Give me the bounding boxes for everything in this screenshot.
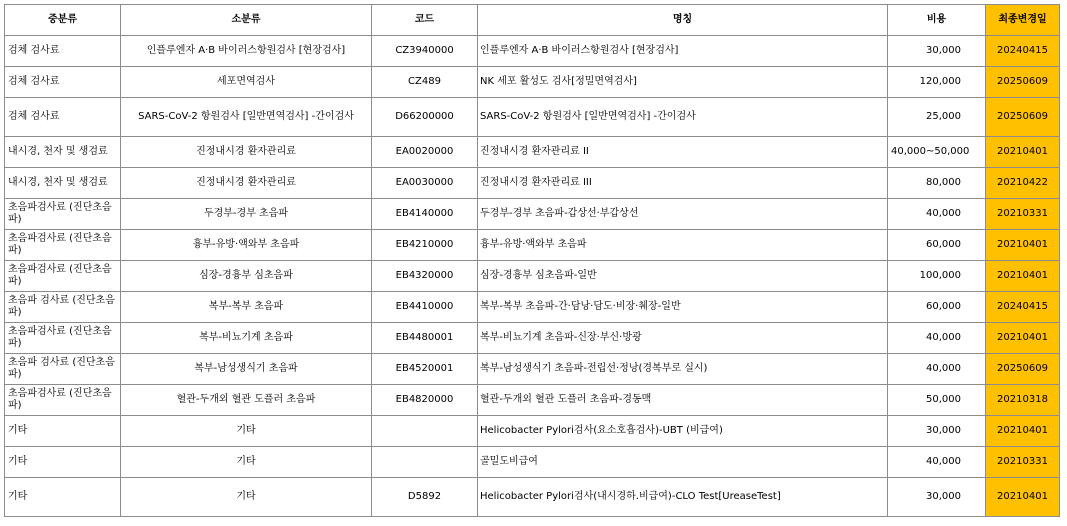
- cell-name: NK 세포 활성도 검사[정밀면역검사]: [478, 67, 888, 98]
- cell-date: 20210401: [986, 230, 1060, 261]
- cell-date: 20210401: [986, 323, 1060, 354]
- cell-cost: 120,000: [888, 67, 986, 98]
- cell-subcategory: 복부-남성생식기 초음파: [121, 354, 372, 385]
- cell-cost: 25,000: [888, 98, 986, 137]
- cell-name: Helicobacter Pylori검사(내시경하.비급여)-CLO Test[UreaseTest]: [478, 478, 888, 517]
- table-row: [5, 168, 1060, 199]
- table-row: [5, 230, 1060, 261]
- cell-subcategory: 세포면역검사: [121, 67, 372, 98]
- table-row: [5, 36, 1060, 67]
- cell-name: SARS-CoV-2 항원검사 [일반면역검사] -간이검사: [478, 98, 888, 137]
- cell-category: 검체 검사료: [5, 36, 121, 67]
- cell-code: EB4410000: [372, 292, 478, 323]
- cell-category: 내시경, 천자 및 생검료: [5, 168, 121, 199]
- cell-date: 20210318: [986, 385, 1060, 416]
- cell-cost: 60,000: [888, 292, 986, 323]
- table-row: [5, 416, 1060, 447]
- cell-cost: 30,000: [888, 478, 986, 517]
- cell-subcategory: 진정내시경 환자관리료: [121, 137, 372, 168]
- cell-subcategory: SARS-CoV-2 항원검사 [일반면역검사] -간이검사: [121, 98, 372, 137]
- cell-subcategory: 혈관-두개외 혈관 도플러 초음파: [121, 385, 372, 416]
- cell-subcategory: 인플루엔자 A·B 바이러스항원검사 [현장검사]: [121, 36, 372, 67]
- header-subcategory: 소분류: [121, 5, 372, 36]
- cell-category: 내시경, 천자 및 생검료: [5, 137, 121, 168]
- cell-name: 복부-복부 초음파-간·담낭·담도·비장·췌장-일반: [478, 292, 888, 323]
- cell-subcategory: 두경부-경부 초음파: [121, 199, 372, 230]
- cell-category: 초음파 검사료 (진단초음파): [5, 354, 121, 385]
- cell-subcategory: 심장-경흉부 심초음파: [121, 261, 372, 292]
- cell-category: 기타: [5, 447, 121, 478]
- header-last-modified: 최종변경일: [986, 5, 1060, 36]
- cell-date: 20210401: [986, 416, 1060, 447]
- cell-date: 20250609: [986, 98, 1060, 137]
- cell-category: 초음파검사료 (진단초음파): [5, 323, 121, 354]
- cell-subcategory: 기타: [121, 416, 372, 447]
- table-row: [5, 385, 1060, 416]
- cell-code: EB4210000: [372, 230, 478, 261]
- cell-name: 흉부-유방·액와부 초음파: [478, 230, 888, 261]
- cell-cost: 40,000: [888, 354, 986, 385]
- cell-name: 두경부-경부 초음파-갑상선·부갑상선: [478, 199, 888, 230]
- table-row: [5, 98, 1060, 137]
- cell-name: 혈관-두개외 혈관 도플러 초음파-경동맥: [478, 385, 888, 416]
- cell-category: 초음파 검사료 (진단초음파): [5, 292, 121, 323]
- cell-name: 심장-경흉부 심초음파-일반: [478, 261, 888, 292]
- cell-name: 진정내시경 환자관리료 III: [478, 168, 888, 199]
- cell-subcategory: 흉부-유방·액와부 초음파: [121, 230, 372, 261]
- cell-code: EB4320000: [372, 261, 478, 292]
- cell-subcategory: 복부-비뇨기계 초음파: [121, 323, 372, 354]
- cell-cost: 30,000: [888, 416, 986, 447]
- header-row: [5, 5, 1060, 36]
- cell-name: 복부-남성생식기 초음파-전립선·정낭(경복부로 실시): [478, 354, 888, 385]
- cell-category: 초음파검사료 (진단초음파): [5, 199, 121, 230]
- table-row: [5, 323, 1060, 354]
- cell-code: EA0030000: [372, 168, 478, 199]
- table-row: [5, 447, 1060, 478]
- fee-table: [4, 4, 1060, 517]
- cell-code: EB4140000: [372, 199, 478, 230]
- cell-code: [372, 416, 478, 447]
- cell-category: 검체 검사료: [5, 98, 121, 137]
- cell-code: EB4520001: [372, 354, 478, 385]
- cell-subcategory: 진정내시경 환자관리료: [121, 168, 372, 199]
- header-cost: 비용: [888, 5, 986, 36]
- cell-cost: 80,000: [888, 168, 986, 199]
- cell-date: 20210331: [986, 199, 1060, 230]
- cell-name: 복부-비뇨기계 초음파-신장·부신·방광: [478, 323, 888, 354]
- cell-category: 초음파검사료 (진단초음파): [5, 385, 121, 416]
- cell-subcategory: 복부-복부 초음파: [121, 292, 372, 323]
- cell-date: 20210422: [986, 168, 1060, 199]
- cell-name: 인플루엔자 A·B 바이러스항원검사 [현장검사]: [478, 36, 888, 67]
- cell-code: EB4820000: [372, 385, 478, 416]
- cell-date: 20210401: [986, 478, 1060, 517]
- cell-cost: 40,000~50,000: [888, 137, 986, 168]
- cell-cost: 40,000: [888, 323, 986, 354]
- cell-code: EA0020000: [372, 137, 478, 168]
- cell-code: EB4480001: [372, 323, 478, 354]
- cell-date: 20240415: [986, 36, 1060, 67]
- cell-code: D66200000: [372, 98, 478, 137]
- header-category: 중분류: [5, 5, 121, 36]
- cell-category: 기타: [5, 416, 121, 447]
- cell-cost: 60,000: [888, 230, 986, 261]
- cell-date: 20240415: [986, 292, 1060, 323]
- cell-subcategory: 기타: [121, 478, 372, 517]
- cell-cost: 40,000: [888, 447, 986, 478]
- cell-code: D5892: [372, 478, 478, 517]
- cell-cost: 50,000: [888, 385, 986, 416]
- table-row: [5, 137, 1060, 168]
- cell-date: 20250609: [986, 67, 1060, 98]
- table-row: [5, 199, 1060, 230]
- cell-code: [372, 447, 478, 478]
- cell-subcategory: 기타: [121, 447, 372, 478]
- table-row: [5, 261, 1060, 292]
- table-row: [5, 354, 1060, 385]
- header-name: 명칭: [478, 5, 888, 36]
- cell-category: 초음파검사료 (진단초음파): [5, 261, 121, 292]
- table-row: [5, 67, 1060, 98]
- cell-cost: 30,000: [888, 36, 986, 67]
- cell-category: 기타: [5, 478, 121, 517]
- cell-date: 20210331: [986, 447, 1060, 478]
- cell-category: 초음파검사료 (진단초음파): [5, 230, 121, 261]
- cell-date: 20210401: [986, 261, 1060, 292]
- cell-code: CZ3940000: [372, 36, 478, 67]
- table-row: [5, 478, 1060, 517]
- cell-date: 20210401: [986, 137, 1060, 168]
- table-row: [5, 292, 1060, 323]
- cell-cost: 40,000: [888, 199, 986, 230]
- cell-name: 골밀도비급여: [478, 447, 888, 478]
- cell-name: Helicobacter Pylori검사(요소호흡검사)-UBT (비급여): [478, 416, 888, 447]
- cell-date: 20250609: [986, 354, 1060, 385]
- cell-code: CZ489: [372, 67, 478, 98]
- cell-category: 검체 검사료: [5, 67, 121, 98]
- cell-name: 진정내시경 환자관리료 II: [478, 137, 888, 168]
- header-code: 코드: [372, 5, 478, 36]
- cell-cost: 100,000: [888, 261, 986, 292]
